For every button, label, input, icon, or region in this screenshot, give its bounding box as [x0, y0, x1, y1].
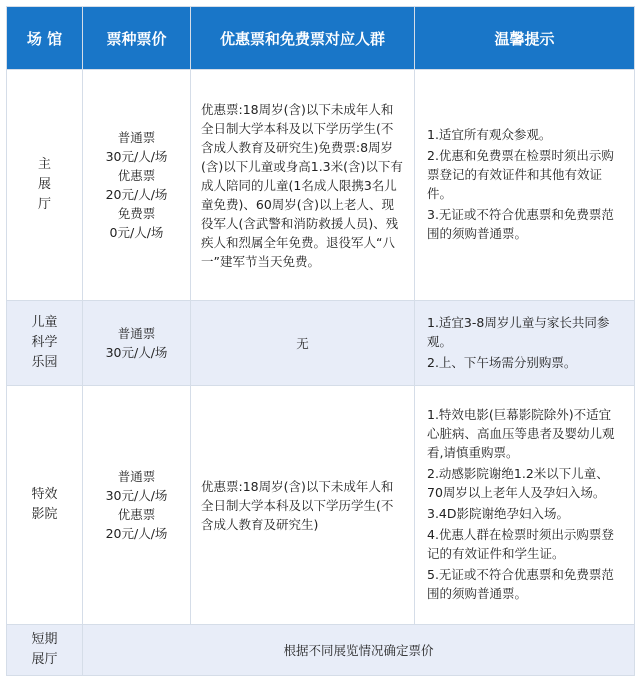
venue-name-line: 儿童: [31, 315, 58, 330]
venue-name-line: 展厅: [31, 652, 58, 667]
price-cell: [83, 70, 191, 301]
ticket-price-table: [6, 6, 635, 676]
row-short-term-hall: [7, 625, 635, 676]
tips-cell: [415, 70, 635, 301]
venue-name-line: 科学: [31, 335, 58, 350]
price-line: 30元/人/场: [105, 345, 168, 360]
header-venue: 场 馆: [7, 7, 83, 70]
price-line: 优惠票: [117, 507, 156, 522]
venue-name-line: 主: [37, 157, 51, 172]
venue-cell: [7, 301, 83, 386]
venue-name-line: 展: [37, 177, 51, 192]
tip-item: 3.无证或不符合优惠票和免费票范围的须购普通票。: [427, 207, 614, 241]
row-main-hall: [7, 70, 635, 301]
price-cell: [83, 386, 191, 625]
tip-item: 1.特效电影(巨幕影院除外)不适宜心脏病、高血压等患者及婴幼儿观看,请慎重购票。: [427, 407, 615, 460]
price-line: 普通票: [117, 469, 156, 484]
table-header-row: [7, 7, 635, 70]
venue-name-line: 影院: [31, 507, 58, 522]
discount-cell: 优惠票:18周岁(含)以下未成年人和全日制大学本科及以下学历学生(不含成人教育及研究生)免费票:8周岁(含)以下儿童或身高1.3米(含)以下有成人陪同的儿童(1名成人限携3名儿童免费)、60周岁(含)以上老人、现役军人(含武警和消防救援人员)、残疾人和烈属全年免费。退役军人“八一”建军节当天免费。: [191, 70, 415, 301]
tip-item: 1.适宜3-8周岁儿童与家长共同参观。: [427, 314, 610, 349]
header-ticket-type-price: 票种票价: [83, 7, 191, 70]
row-kids-science-park: [7, 301, 635, 386]
short-term-price-note: 根据不同展览情况确定票价: [83, 625, 635, 676]
price-line: 30元/人/场: [105, 149, 168, 164]
header-tips: 温馨提示: [415, 7, 635, 70]
price-line: 20元/人/场: [105, 187, 168, 202]
venue-name-line: 短期: [31, 632, 58, 647]
price-line: 优惠票: [117, 168, 156, 183]
price-line: 20元/人/场: [105, 526, 168, 541]
tip-item: 1.适宜所有观众参观。: [427, 127, 552, 142]
venue-cell: [7, 386, 83, 625]
venue-name-line: 特效: [31, 487, 58, 502]
tip-item: 4.优惠人群在检票时须出示购票登记的有效证件和学生证。: [427, 527, 614, 561]
discount-cell: 优惠票:18周岁(含)以下未成年人和全日制大学本科及以下学历学生(不含成人教育及研究生): [191, 386, 415, 625]
price-line: 0元/人/场: [109, 225, 164, 240]
tip-item: 2.上、下午场需分别购票。: [427, 354, 577, 370]
price-line: 免费票: [117, 206, 156, 221]
venue-cell: [7, 70, 83, 301]
tip-item: 3.4D影院谢绝孕妇入场。: [427, 506, 570, 521]
venue-cell: [7, 625, 83, 676]
venue-name-line: 乐园: [31, 355, 58, 370]
header-discount-free-groups: 优惠票和免费票对应人群: [191, 7, 415, 70]
price-cell: [83, 301, 191, 386]
tip-item: 5.无证或不符合优惠票和免费票范围的须购普通票。: [427, 567, 614, 601]
discount-cell: 无: [191, 301, 415, 386]
row-special-effects-cinema: [7, 386, 635, 625]
price-line: 30元/人/场: [105, 488, 168, 503]
tips-cell: [415, 386, 635, 625]
tip-item: 2.动感影院谢绝1.2米以下儿童、70周岁以上老年人及孕妇入场。: [427, 466, 609, 500]
tip-item: 2.优惠和免费票在检票时须出示购票登记的有效证件和其他有效证件。: [427, 148, 614, 201]
price-line: 普通票: [117, 130, 156, 145]
venue-name-line: 厅: [37, 197, 51, 212]
tips-cell: [415, 301, 635, 386]
price-line: 普通票: [117, 326, 156, 341]
